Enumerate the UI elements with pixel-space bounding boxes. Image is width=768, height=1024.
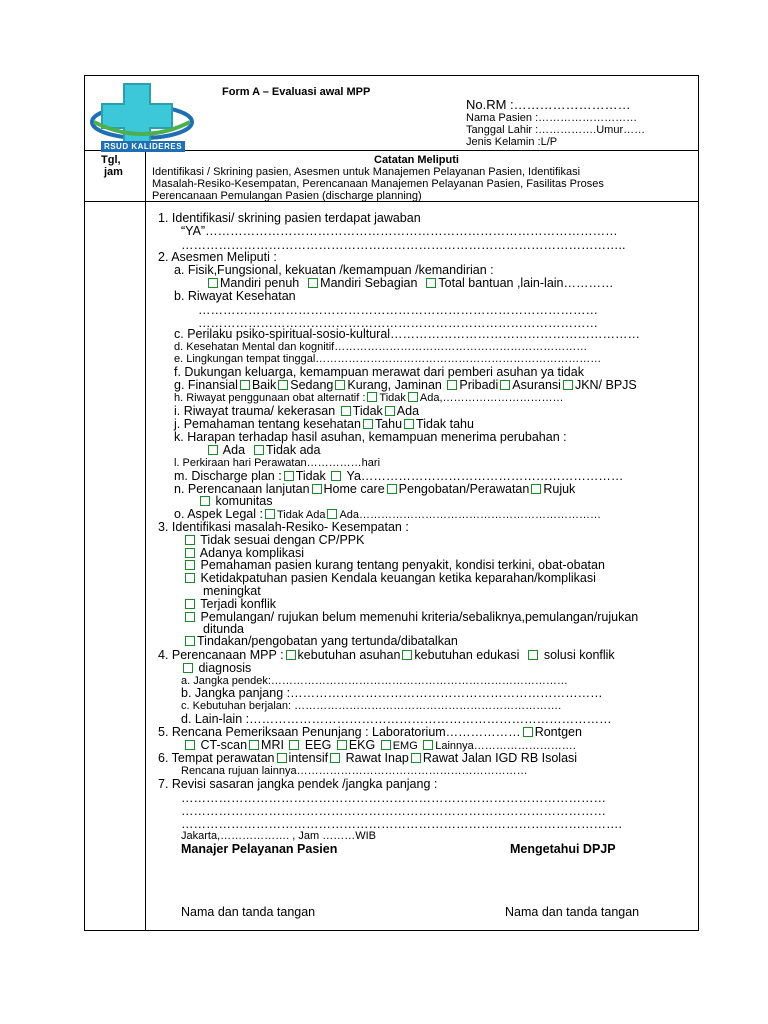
option-label: Tahu — [374, 417, 403, 431]
s4-a: a. Jangka pendek:……………………………………………………………………… — [181, 675, 568, 687]
row-label: 6. Tempat perawatan — [158, 751, 275, 765]
s2-h — [174, 391, 564, 405]
checkbox[interactable] — [563, 380, 573, 390]
s2-k: k. Harapan terhadap hasil asuhan, kemampuan menerima perubahan : — [174, 430, 567, 444]
checkbox[interactable] — [240, 380, 250, 390]
checkbox[interactable] — [404, 419, 414, 429]
checkbox[interactable] — [208, 445, 218, 455]
s3-item-cont: meningkat — [203, 584, 261, 598]
option-label: Rawat Inap — [345, 751, 409, 765]
s2-a-options — [206, 276, 614, 290]
checkbox[interactable] — [289, 740, 299, 750]
col-jam-header: jam — [104, 166, 123, 178]
option-label: Rawat Jalan IGD RB Isolasi — [422, 751, 578, 765]
option-label: Pengobatan/Perawatan — [398, 482, 530, 496]
checkbox[interactable] — [278, 380, 288, 390]
option-label: Tidak — [352, 404, 383, 418]
option-label: Ketidakpatuhan pasien Kendala keuangan ketika keparahan/komplikasi — [200, 571, 596, 585]
checkbox[interactable] — [284, 471, 294, 481]
option-label: komunitas — [215, 494, 273, 508]
column-divider — [145, 150, 146, 931]
option-label: diagnosis — [198, 661, 252, 675]
checkbox[interactable] — [277, 753, 287, 763]
option-label: Ada,…………………………… — [419, 392, 564, 404]
checkbox[interactable] — [341, 406, 351, 416]
checkbox[interactable] — [367, 392, 377, 402]
s3-item — [183, 597, 276, 611]
option-label: Tidak sesuai dengan CP/PPK — [200, 533, 365, 547]
s2-f: f. Dukungan keluarga, kemampuan merawat dari pemberi asuhan ya tidak — [174, 365, 584, 379]
nama-pasien-field: Nama Pasien :……………………… — [466, 112, 638, 124]
s2-c: c. Perilaku psiko-spiritual-sosio-kultural…………………………………………………… — [174, 327, 641, 341]
option-label: Asuransi — [512, 378, 561, 392]
row-label: i. Riwayat trauma/ kekerasan — [174, 404, 336, 418]
checkbox[interactable] — [185, 548, 195, 558]
s2-b-line1: …………………………………………………………………………………… — [198, 303, 598, 317]
checkbox[interactable] — [183, 663, 193, 673]
option-label: kebutuhan asuhan — [297, 648, 401, 662]
s3-item-cont: ditunda — [203, 622, 245, 636]
table-desc-line1: Identifikasi / Skrining pasien, Asesmen untuk Manajemen Pelayanan Pasien, Identifikasi — [152, 166, 581, 178]
s2-d: d. Kesehatan Mental dan kognitif…………………………………………………………… — [174, 341, 588, 353]
col-tgl-header: Tgl, — [101, 154, 121, 166]
s2-title: 2. Asesmen Meliputi : — [158, 250, 277, 264]
s2-b-line2: …………………………………………………………………………………… — [198, 316, 598, 330]
table-desc-line3: Perencanaan Pemulangan Pasien (discharge planning) — [152, 190, 422, 202]
option-label: Home care — [323, 482, 385, 496]
option-label: Tidak — [379, 392, 406, 404]
no-rm-field: No.RM :……………………… — [466, 97, 631, 112]
checkbox[interactable] — [254, 445, 264, 455]
option-label: Mandiri penuh — [220, 276, 300, 290]
checkbox[interactable] — [385, 406, 395, 416]
s3-item — [183, 610, 638, 624]
option-label: Ada — [396, 404, 420, 418]
checkbox[interactable] — [327, 509, 337, 519]
checkbox[interactable] — [200, 496, 210, 506]
logo-text: RSUD KALIDERES — [101, 141, 185, 152]
s2-a: a. Fisik,Fungsional, kekuatan /kemampuan /kemandirian : — [174, 263, 494, 277]
checkbox[interactable] — [185, 636, 195, 646]
row-label: g. Finansial — [174, 378, 238, 392]
s5-title — [158, 725, 582, 739]
s1-line1: “YA”……………………………………………………………………………………… — [181, 224, 618, 238]
row-label: 5. Rencana Pemeriksaan Penunjang : Laboratorium……………… — [158, 725, 521, 739]
row-label: n. Perencanaan lanjutan — [174, 482, 310, 496]
row-label: m. Discharge plan : — [174, 469, 282, 483]
option-label: intensif — [288, 751, 329, 765]
checkbox[interactable] — [411, 753, 421, 763]
form-title: Form A – Evaluasi awal MPP — [222, 86, 371, 98]
s2-m — [174, 469, 623, 483]
checkbox[interactable] — [402, 650, 412, 660]
dpjp-signature: Nama dan tanda tangan — [505, 905, 640, 919]
checkbox[interactable] — [185, 599, 195, 609]
s6-rujukan: Rencana rujuan lainnya……………………………………………………… — [181, 765, 528, 777]
s7-line1: ………………………………………………………………………………………… — [181, 791, 606, 805]
checkbox[interactable] — [330, 753, 340, 763]
checkbox[interactable] — [185, 573, 195, 583]
s4-diagnosis — [181, 661, 251, 675]
checkbox[interactable] — [408, 392, 418, 402]
row-label: o. Aspek Legal : — [174, 507, 263, 521]
checkbox[interactable] — [185, 740, 195, 750]
checkbox[interactable] — [286, 650, 296, 660]
s2-g — [174, 378, 637, 392]
option-label: EKG — [348, 738, 376, 752]
s3-title: 3. Identifikasi masalah-Resiko- Kesempatan : — [158, 520, 409, 534]
checkbox[interactable] — [337, 740, 347, 750]
checkbox[interactable] — [500, 380, 510, 390]
option-label: Pribadi — [459, 378, 499, 392]
manajer-signature: Nama dan tanda tangan — [181, 905, 316, 919]
option-label: Tindakan/pengobatan yang tertunda/dibatalkan — [197, 634, 458, 648]
s2-j — [174, 417, 474, 431]
checkbox[interactable] — [331, 471, 341, 481]
option-label: Mandiri Sebagian — [320, 276, 418, 290]
s7-title: 7. Revisi sasaran jangka pendek /jangka panjang : — [158, 777, 438, 791]
option-label: Rontgen — [534, 725, 582, 739]
dpjp-title: Mengetahui DPJP — [510, 842, 616, 856]
tanggal-lahir-field: Tanggal Lahir :…………….Umur…… — [466, 124, 646, 136]
s2-n-komunitas — [198, 494, 272, 508]
row-label: h. Riwayat penggunaan obat alternatif : — [174, 392, 366, 404]
col-catatan-header: Catatan Meliputi — [374, 154, 459, 166]
s2-e: e. Lingkungan tempat tinggal…………………………………………………………………… — [174, 353, 602, 365]
option-label: CT-scan — [200, 738, 248, 752]
s3-item — [183, 558, 605, 572]
s2-b: b. Riwayat Kesehatan — [174, 289, 296, 303]
option-label: Ya……………………………………………………… — [346, 469, 624, 483]
option-label: Adanya komplikasi — [199, 546, 305, 560]
checkbox[interactable] — [531, 484, 541, 494]
checkbox[interactable] — [447, 380, 457, 390]
checkbox[interactable] — [528, 650, 538, 660]
s4-b: b. Jangka panjang :………………………………………………………………… — [181, 686, 603, 700]
place-time: Jakarta,………………. , Jam ………WIB — [181, 830, 376, 842]
s3-item — [183, 571, 596, 585]
checkbox[interactable] — [185, 612, 195, 622]
option-label: Ada — [222, 443, 246, 457]
checkbox[interactable] — [308, 278, 318, 288]
option-label: EEG — [304, 738, 332, 752]
option-label: Rujuk — [543, 482, 576, 496]
s4-title — [158, 648, 615, 662]
s3-item — [183, 533, 364, 547]
s4-c: c. Kebutuhan berjalan: ………………………………………………………………. — [181, 700, 562, 712]
manajer-title: Manajer Pelayanan Pasien — [181, 842, 338, 856]
checkbox[interactable] — [423, 740, 433, 750]
option-label: Ada………………………………………………………… — [339, 509, 602, 521]
option-label: solusi konflik — [543, 648, 615, 662]
option-label: MRI — [261, 738, 284, 752]
checkbox[interactable] — [185, 535, 195, 545]
checkbox[interactable] — [265, 509, 275, 519]
checkbox[interactable] — [426, 278, 436, 288]
table-desc-line2: Masalah-Resiko-Kesempatan, Perencanaan Manajemen Pelayanan Pasien, Fasilitas Proses — [152, 178, 604, 190]
s6-title — [158, 751, 577, 765]
option-label: Tidak — [295, 469, 326, 483]
s7-line2: ………………………………………………………………………………………… — [181, 804, 606, 818]
option-label: Sedang — [290, 378, 334, 392]
row-label: 4. Perencanaan MPP : — [158, 648, 284, 662]
s2-k-options — [206, 443, 320, 457]
option-label: JKN/ BPJS — [574, 378, 637, 392]
option-label: kebutuhan edukasi — [414, 648, 520, 662]
row-label: j. Pemahaman tentang kesehatan — [174, 417, 361, 431]
s7-line3: ……………………………………………………………………………………………. — [181, 817, 622, 831]
option-label: Total bantuan ,lain-lain………… — [438, 276, 614, 290]
s3-item — [183, 634, 458, 648]
checkbox[interactable] — [312, 484, 322, 494]
checkbox[interactable] — [335, 380, 345, 390]
checkbox[interactable] — [208, 278, 218, 288]
checkbox[interactable] — [185, 560, 195, 570]
option-label: Terjadi konflik — [200, 597, 276, 611]
option-label: Pemahaman pasien kurang tentang penyakit, kondisi terkini, obat-obatan — [200, 558, 605, 572]
option-label: Lainnya………………………. — [435, 740, 576, 752]
option-label: Pemulangan/ rujukan belum memenuhi kriteria/sebaliknya,pemulangan/rujukan — [200, 610, 639, 624]
checkbox[interactable] — [523, 727, 533, 737]
s1-line2: …………………………………………………………………………………………….. — [181, 238, 626, 252]
option-label: Tidak ada — [266, 443, 321, 457]
s2-l: l. Perkiraan hari Perawatan……………hari — [174, 457, 381, 469]
checkbox[interactable] — [387, 484, 397, 494]
option-label: Kurang, Jaminan — [347, 378, 442, 392]
jenis-kelamin-field: Jenis Kelamin :L/P — [466, 136, 558, 148]
checkbox[interactable] — [363, 419, 373, 429]
checkbox[interactable] — [381, 740, 391, 750]
option-label: Tidak Ada — [276, 509, 326, 521]
option-label: EMG — [392, 740, 418, 752]
s2-i — [174, 404, 419, 418]
checkbox[interactable] — [249, 740, 259, 750]
s1-title: 1. Identifikasi/ skrining pasien terdapat jawaban — [158, 211, 421, 225]
s4-d: d. Lain-lain :…………………………………………………………………………… — [181, 712, 612, 726]
option-label: Tidak tahu — [416, 417, 474, 431]
option-label: Baik — [251, 378, 277, 392]
